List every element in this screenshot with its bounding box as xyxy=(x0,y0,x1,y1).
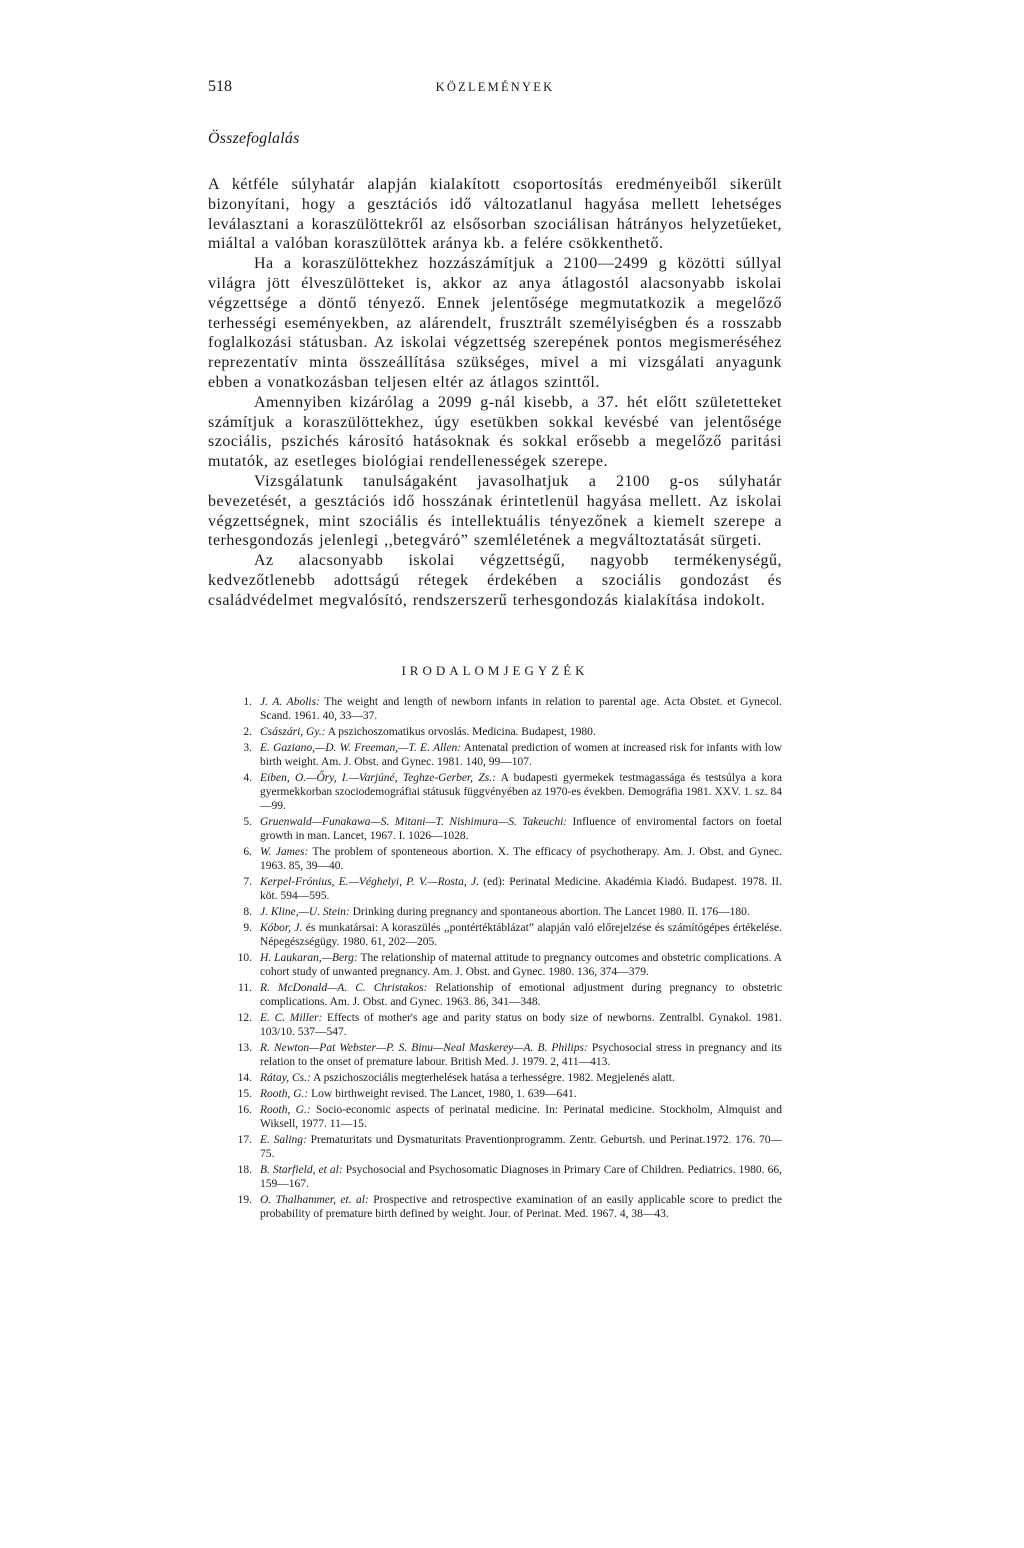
reference-item xyxy=(208,1011,782,1039)
reference-author: R. McDonald—A. C. Christakos: xyxy=(260,981,428,994)
reference-number: 11. xyxy=(238,981,252,994)
reference-text: A pszichoszociális megterhelések hatása a terhességre. 1982. Megjelenés alatt. xyxy=(310,1071,675,1084)
reference-item xyxy=(208,771,782,813)
reference-text: The problem of sponteneous abortion. X. The efficacy of psychotherapy. Am. J. Obst. and Gynec. 1963. 85, 39—40. xyxy=(260,845,783,872)
reference-number: 13. xyxy=(237,1041,252,1054)
reference-item xyxy=(208,1087,782,1101)
reference-item xyxy=(208,725,782,739)
reference-number: 2. xyxy=(243,725,252,738)
reference-text: Psychosocial stress in pregnancy and its relation to the onset of premature labour. British Med. J. 1979. 2, 411—413. xyxy=(260,1041,782,1068)
summary-paragraph: A kétféle súlyhatár alapján kialakított csoportosítás eredményeiből sikerült bizonyítani, hogy a gesztációs idő változatlanul hagyása mellett lehetséges leválasztani a koraszülöttekről az elsősorban szociálisan hátrányos helyzetűeket, miáltal a valóban koraszülöttek aránya kb. a felére csökkenthető. xyxy=(208,176,782,253)
reference-item xyxy=(208,981,782,1009)
reference-number: 14. xyxy=(237,1071,252,1084)
summary-text xyxy=(208,175,782,611)
reference-text: Effects of mother's age and parity status on body size of newborns. Zentralbl. Gynakol. 1981. 103/10. 537—547. xyxy=(260,1011,783,1038)
reference-item xyxy=(208,1103,782,1131)
reference-item xyxy=(208,695,782,723)
reference-number: 5. xyxy=(243,815,252,828)
reference-author: R. Newton—Pat Webster—P. S. Binu—Neal Maskerey—A. B. Philips: xyxy=(260,1041,588,1054)
reference-author: Kerpel-Frónius, E.—Véghelyi, P. V.—Rosta, J. xyxy=(260,875,479,888)
summary-paragraph: Vizsgálatunk tanulságaként javasolhatjuk a 2100 g-os súlyhatár bevezetését, a gesztációs idő hosszának érintetlenül hagyása mellett. Az iskolai végzettségnek, mint szociális és intellektuális tényezőnek a kiemelt szerepe a terhesgondozás jelenlegi ,,betegváró” szemléletének a megváltoztatását sürgeti. xyxy=(208,472,782,550)
reference-author: Császári, Gy.: xyxy=(260,725,326,738)
reference-number: 12. xyxy=(237,1011,252,1024)
reference-item xyxy=(208,741,782,769)
reference-item xyxy=(208,1193,782,1221)
reference-author: Kóbor, J. xyxy=(260,921,303,934)
reference-text: Prospective and retrospective examination of an easily applicable score to predict the probability of premature birth defined by weight. Jour. of Perinat. Med. 1967. 4, 38—43. xyxy=(260,1193,783,1220)
reference-item xyxy=(208,1163,782,1191)
summary-heading: Összefoglalás xyxy=(208,130,300,147)
reference-text: Influence of enviromental factors on foetal growth in man. Lancet, 1967. I. 1026—1028. xyxy=(260,815,782,842)
reference-author: H. Laukaran,—Berg: xyxy=(260,951,358,964)
reference-item xyxy=(208,875,782,903)
reference-number: 1. xyxy=(243,695,252,708)
reference-number: 4. xyxy=(243,771,252,784)
reference-text: Prematuritats und Dysmaturitats Praventionprogramm. Zentr. Geburtsh. und Perinat.1972. 176. 70—75. xyxy=(260,1133,782,1160)
reference-item xyxy=(208,1133,782,1161)
reference-author: Eiben, O.—Őry, I.—Varjúné, Teghze-Gerber, Zs.: xyxy=(260,771,496,784)
reference-text: Drinking during pregnancy and spontaneous abortion. The Lancet 1980. II. 176—180. xyxy=(349,905,750,918)
reference-text: Antenatal prediction of women at increased risk for infants with low birth weight. Am. J. Obst. and Gynec. 1981. 140, 99—107. xyxy=(260,741,782,768)
reference-number: 18. xyxy=(237,1163,252,1176)
summary-paragraph: Ha a koraszülöttekhez hozzászámítjuk a 2100—2499 g közötti súllyal világra jött élveszülötteket is, akkor az anya átlagostól alacsonyabb iskolai végzettsége a döntő tényező. Ennek jelentősége megmutatkozik a megelőző terhességi eseményekben, az alárendelt, frusztrált személyiségben és a rosszabb foglalkozási státusban. Az iskolai végzettség szerepének pontos megismeréséhez reprezentatív minta összeállítása szükséges, mivel a mi vizsgálati anyagunk ebben a vonatkozásban teljesen eltér az átlagos szinttől. xyxy=(208,255,782,391)
reference-author: Gruenwald—Funakawa—S. Mitani—T. Nishimura—S. Takeuchi: xyxy=(260,815,568,828)
reference-author: Rooth, G.: xyxy=(260,1103,311,1116)
running-head xyxy=(208,78,782,102)
reference-text: (ed): Perinatal Medicine. Akadémia Kiadó. Budapest. 1978. II. köt. 594—595. xyxy=(260,875,782,902)
reference-text: A budapesti gyermekek testmagassága és testsúlya a kora gyermekkorban szociodemográfiai státusuk függvényében az 1970-es években. Demográfia 1981. XXV. 1. sz. 84—99. xyxy=(260,771,782,812)
summary-paragraph: Amennyiben kizárólag a 2099 g-nál kisebb, a 37. hét előtt születetteket számítjuk a koraszülöttekhez, úgy esetükben sokkal kevésbé van jelentősége szociális, pszichés károsító hatásoknak és sokkal erősebb a megelőző paritási mutatók, az esetleges biológiai rendellenességek szerepe. xyxy=(208,393,782,471)
reference-text: The weight and length of newborn infants in relation to parental age. Acta Obstet. et Gynecol. Scand. 1961. 40, 33—37. xyxy=(260,695,782,722)
page xyxy=(208,78,782,1223)
reference-item xyxy=(208,815,782,843)
journal-title: KÖZLEMÉNYEK xyxy=(435,80,555,94)
reference-item xyxy=(208,951,782,979)
reference-number: 7. xyxy=(243,875,252,888)
reference-author: O. Thalhammer, et. al: xyxy=(260,1193,369,1206)
reference-author: J. Kline,—U. Stein: xyxy=(260,905,350,918)
reference-number: 8. xyxy=(243,905,252,918)
reference-text: Low birthweight revised. The Lancet, 1980, 1. 639—641. xyxy=(308,1087,577,1100)
reference-number: 19. xyxy=(237,1193,252,1206)
reference-number: 10. xyxy=(237,951,252,964)
reference-number: 3. xyxy=(243,741,252,754)
reference-item xyxy=(208,905,782,919)
reference-number: 6. xyxy=(243,845,252,858)
page-number: 518 xyxy=(208,78,232,95)
reference-number: 16. xyxy=(237,1103,252,1116)
reference-item xyxy=(208,1071,782,1085)
reference-number: 9. xyxy=(243,921,252,934)
reference-author: E. C. Miller: xyxy=(260,1011,323,1024)
reference-author: W. James: xyxy=(260,845,309,858)
reference-list xyxy=(208,695,782,1221)
reference-text: Psychosocial and Psychosomatic Diagnoses in Primary Care of Children. Pediatrics. 1980. 66, 159—167. xyxy=(260,1163,782,1190)
reference-author: Rátay, Cs.: xyxy=(260,1071,311,1084)
reference-author: B. Starfield, et al: xyxy=(260,1163,343,1176)
reference-author: J. A. Abolis: xyxy=(260,695,320,708)
reference-text: és munkatársai: A koraszülés ,,pontértéktáblázat” alapján való előrejelzése és számítógépes értékelése. Népegészségügy. 1980. 61, 202—205. xyxy=(260,921,782,948)
bibliography-heading: IRODALOMJEGYZÉK xyxy=(401,662,589,678)
reference-author: Rooth, G.: xyxy=(260,1087,309,1100)
reference-text: Socio-economic aspects of perinatal medicine. In: Perinatal medicine. Stockholm, Almquist and Wiksell, 1977. 11—15. xyxy=(260,1103,782,1130)
reference-text: A pszichoszomatikus orvoslás. Medicina. Budapest, 1980. xyxy=(325,725,596,738)
summary-paragraph: Az alacsonyabb iskolai végzettségű, nagyobb termékenységű, kedvezőtlenebb adottságú rétegek érdekében a szociális gondozást és családvédelmet megvalósító, rendszerszerű terhesgondozás kialakítása indokolt. xyxy=(208,552,782,609)
reference-text: Relationship of emotional adjustment during pregnancy to obstetric complications. Am. J. Obst. and Gynec. 1963. 86, 341—348. xyxy=(260,981,782,1008)
reference-number: 15. xyxy=(237,1087,252,1100)
reference-item xyxy=(208,845,782,873)
reference-number: 17. xyxy=(237,1133,252,1146)
reference-author: E. Saling: xyxy=(260,1133,307,1146)
reference-text: The relationship of maternal attitude to pregnancy outcomes and obstetric complications. A cohort study of unwanted pregnancy. Am. J. Obst. and Gynec. 1980. 136, 374—379. xyxy=(260,951,782,978)
reference-item xyxy=(208,921,782,949)
reference-author: E. Gaziano,—D. W. Freeman,—T. E. Allen: xyxy=(260,741,462,754)
reference-item xyxy=(208,1041,782,1069)
